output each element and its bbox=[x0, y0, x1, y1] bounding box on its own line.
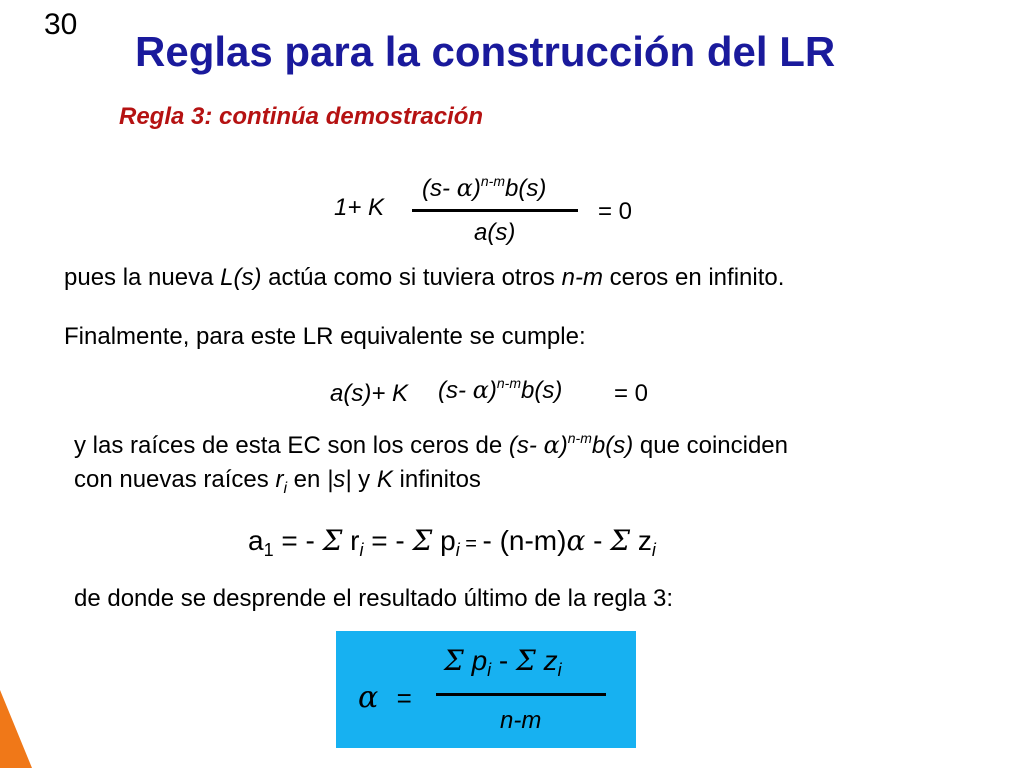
slide-subtitle: Regla 3: continúa demostración bbox=[119, 103, 484, 130]
sigma-symbol: Σ bbox=[322, 524, 343, 557]
corner-accent-triangle bbox=[0, 690, 32, 768]
sigma-symbol: Σ bbox=[412, 524, 433, 557]
eq1-rhs: = 0 bbox=[598, 198, 633, 225]
sigma-symbol: Σ bbox=[610, 524, 631, 557]
slide-number: 30 bbox=[44, 8, 78, 41]
alpha-symbol: α bbox=[543, 431, 560, 459]
eq1-fraction-line bbox=[412, 209, 578, 212]
alpha-symbol: α bbox=[566, 524, 586, 557]
text-line-new-roots: con nuevas raíces $r_i$ en |s| y K infinitos bbox=[74, 466, 481, 497]
result-numerator: Σ $p_i$ - Σ $z_i$ bbox=[444, 644, 562, 680]
alpha-symbol: α bbox=[472, 376, 489, 404]
sigma-symbol: Σ bbox=[516, 644, 536, 677]
text-line-result: de donde se desprende el resultado último de la regla 3: bbox=[74, 585, 674, 612]
text-line-infinity: pues la nueva L(s) actúa como si tuviera otros n-m ceros en infinito. bbox=[64, 264, 785, 291]
eq1-lhs: 1+ K bbox=[334, 194, 385, 221]
result-lhs: α = bbox=[358, 680, 412, 715]
result-denominator: n-m bbox=[500, 707, 542, 734]
text-line-roots: y las raíces de esta EC son los ceros de (s- α)$^{n-m}$b(s) que coinciden bbox=[74, 430, 788, 459]
eq2-rhs: = 0 bbox=[614, 380, 649, 407]
sigma-symbol: Σ bbox=[444, 644, 464, 677]
result-fraction-line bbox=[436, 693, 606, 696]
eq1-numerator: (s- α)$^{n-m}$b(s) bbox=[422, 173, 547, 202]
alpha-symbol: α bbox=[358, 680, 379, 715]
eq1-denominator: a(s) bbox=[474, 219, 516, 246]
alpha-symbol: α bbox=[456, 174, 473, 202]
eq2-term: (s- α)$^{n-m}$b(s) bbox=[438, 375, 563, 404]
equation-coefficient-a1: $a_1$ = - Σ $r_i$ = - Σ $p_i$ = - (n-m)α - Σ $z_i$ bbox=[248, 524, 656, 560]
eq2-lhs: a(s)+ K bbox=[330, 380, 409, 407]
text-line-finally: Finalmente, para este LR equivalente se cumple: bbox=[64, 323, 586, 350]
slide-title: Reglas para la construcción del LR bbox=[135, 28, 836, 75]
